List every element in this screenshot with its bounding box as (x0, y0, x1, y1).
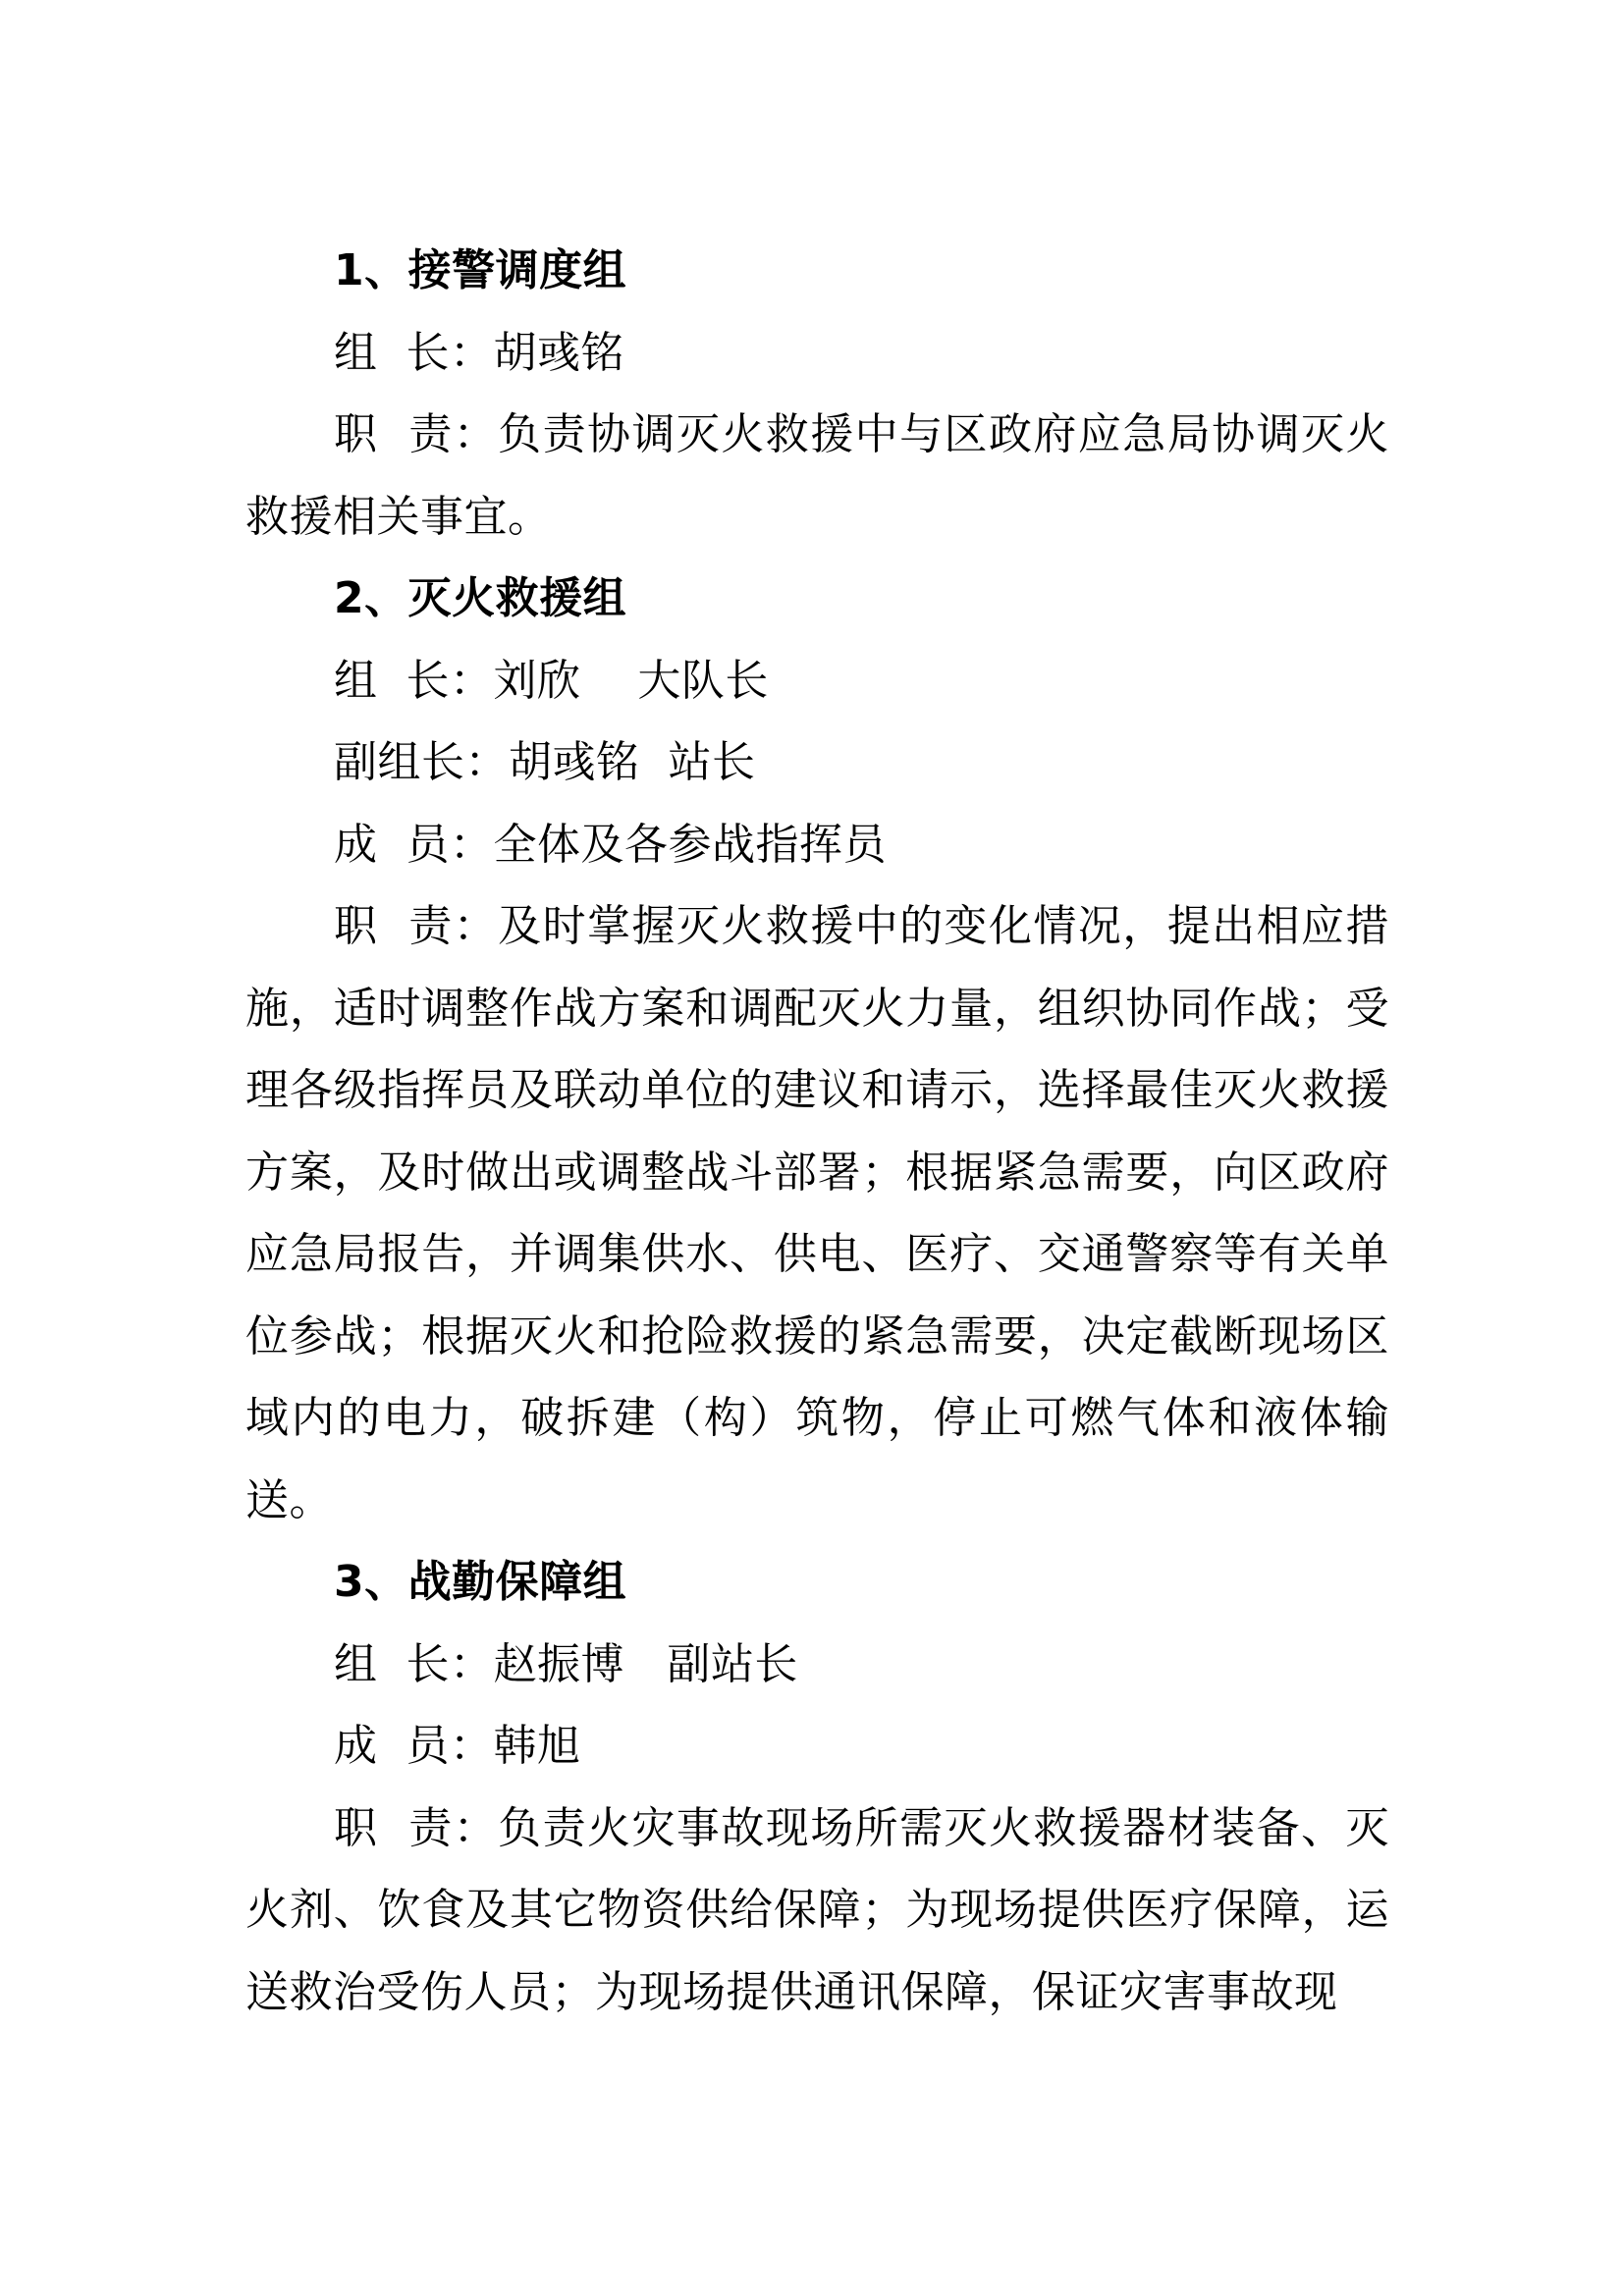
section-members: 成 员：韩旭 (334, 1721, 581, 1771)
section-leader: 组 长：刘欣 大队长 (334, 655, 769, 706)
section-deputy: 副组长：胡彧铭 站长 (334, 737, 756, 787)
document-page (245, 230, 1389, 2033)
section-heading: 3、战勤保障组 (334, 1557, 627, 1607)
section-duty: 职 责：负责协调灭火救援中与区政府应急局协调灭火救援相关事宜。 (245, 409, 1389, 542)
section-members: 成 员：全体及各参战指挥员 (334, 819, 887, 870)
section-duty: 职 责：负责火灾事故现场所需灭火救援器材装备、灭火剂、饮食及其它物资供给保障；为现场提供医疗保障，运送救治受伤人员；为现场提供通讯保障，保证灾害事故现 (245, 1802, 1389, 2017)
section-heading: 2、灭火救援组 (334, 573, 627, 623)
section-leader: 组 长：赵振博 副站长 (334, 1638, 798, 1689)
section-heading: 1、接警调度组 (334, 245, 627, 295)
section-duty: 职 责：及时掌握灭火救援中的变化情况，提出相应措施，适时调整作战方案和调配灭火力量，组织协同作战；受理各级指挥员及联动单位的建议和请示，选择最佳灭火救援方案，及时做出或调整战斗部署；根据紧急需要，向区政府应急局报告，并调集供水、供电、医疗、交通警察等有关单位参战；根据灭火和抢险救援的紧急需要，决定截断现场区域内的电力，破拆建（构）筑物，停止可燃气体和液体输送。 (245, 901, 1389, 1525)
section-leader: 组 长：胡彧铭 (334, 327, 624, 378)
